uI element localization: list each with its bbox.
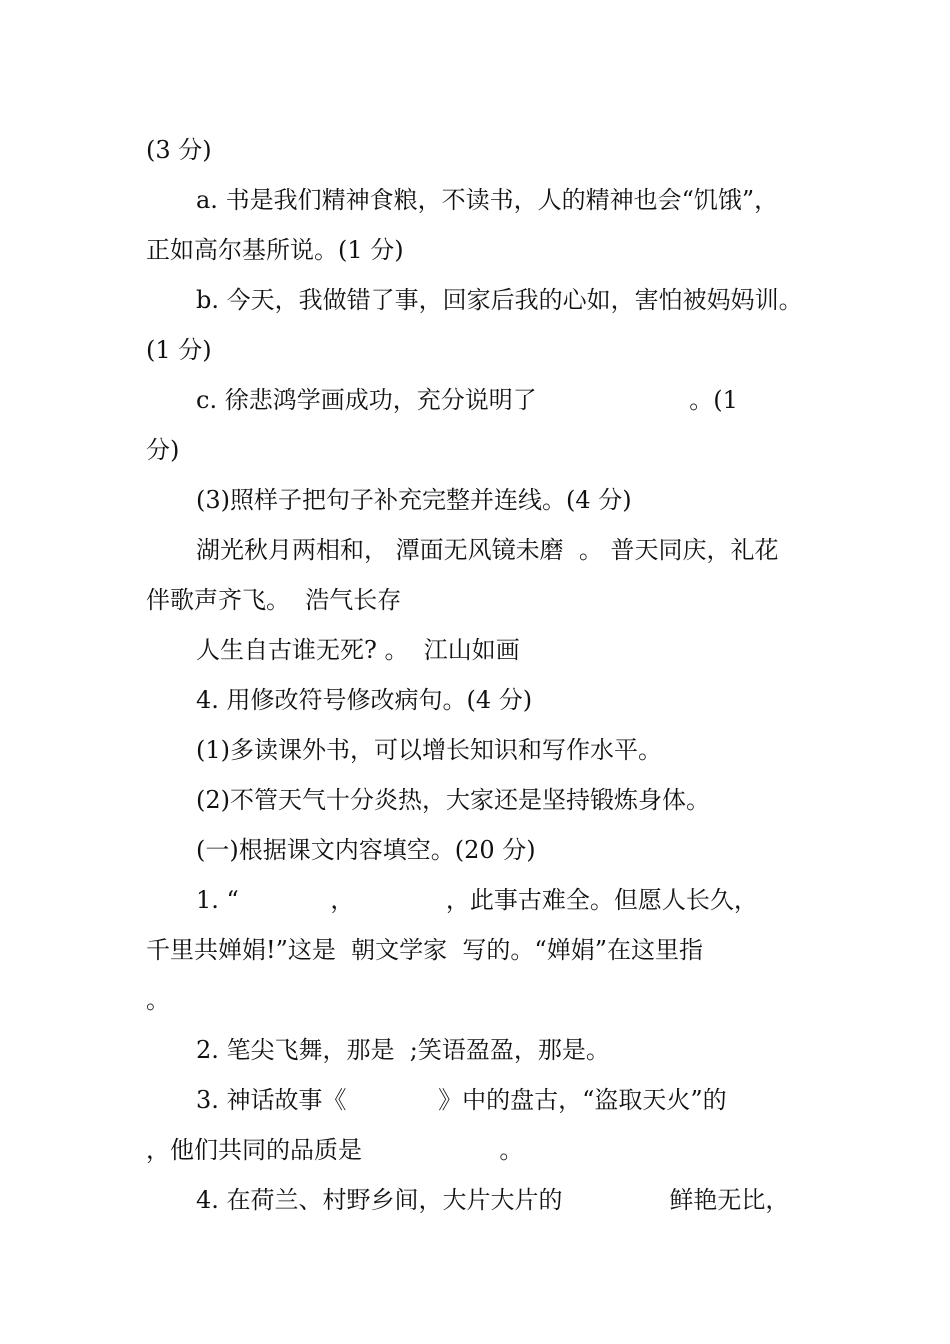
- text-line: 1. “ ， ，此事古难全。但愿人长久，: [196, 886, 758, 914]
- text-line: 分): [146, 436, 180, 464]
- text-line: 伴歌声齐飞。 浩气长存: [146, 586, 402, 614]
- text-line: b. 今天，我做错了事，回家后我的心如，害怕被妈妈训。: [196, 286, 803, 314]
- text-line: 4. 在荷兰、村野乡间，大片大片的 鲜艳无比，: [196, 1186, 790, 1214]
- text-line: (1 分): [146, 336, 212, 364]
- text-line: 人生自古谁无死? 。 江山如画: [196, 636, 520, 664]
- text-line: (3)照样子把句子补充完整并连线。(4 分): [196, 486, 632, 514]
- text-line: (1)多读课外书，可以增长知识和写作水平。: [196, 736, 662, 764]
- text-line: c. 徐悲鸿学画成功，充分说明了 。(1: [196, 386, 738, 414]
- text-line: 千里共婵娟!”这是 朝文学家 写的。“婵娟”在这里指: [146, 936, 703, 964]
- text-line: 3. 神话故事《 》中的盘古，“盗取天火”的: [196, 1086, 727, 1114]
- text-line: (3 分): [146, 136, 212, 164]
- text-line: ，他们共同的品质是 。: [146, 1136, 524, 1164]
- text-line: (一)根据课文内容填空。(20 分): [196, 836, 536, 864]
- text-line: 2. 笔尖飞舞，那是 ;笑语盈盈，那是。: [196, 1036, 610, 1064]
- text-line: 正如高尔基所说。(1 分): [146, 236, 404, 264]
- text-line: 湖光秋月两相和， 潭面无风镜未磨 。 普天同庆，礼花: [196, 536, 779, 564]
- text-line: (2)不管天气十分炎热，大家还是坚持锻炼身体。: [196, 786, 710, 814]
- text-line: 。: [146, 986, 170, 1014]
- text-line: 4. 用修改符号修改病句。(4 分): [196, 686, 533, 714]
- text-line: a. 书是我们精神食粮，不读书，人的精神也会“饥饿”，: [196, 186, 779, 214]
